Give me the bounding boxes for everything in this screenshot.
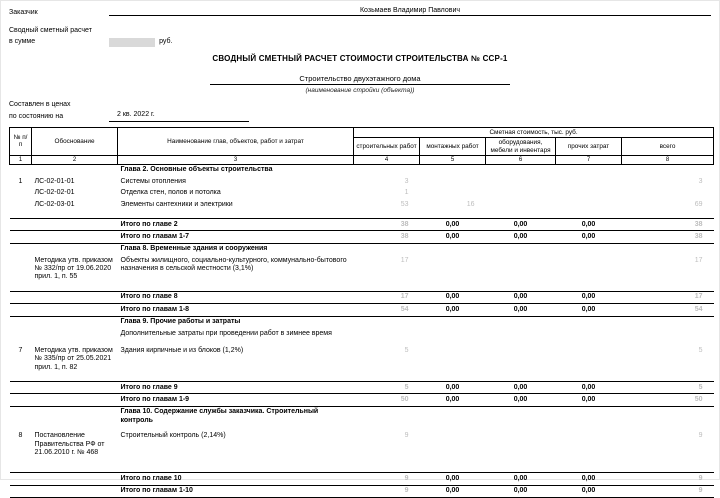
col-header-num: № п/п (10, 127, 32, 155)
value-equipment: 0,00 (486, 304, 556, 316)
row-basis (32, 382, 118, 394)
sum-currency-label: руб. (159, 38, 173, 46)
row-num (10, 473, 32, 485)
value-installation (420, 345, 486, 373)
row-num (10, 188, 32, 199)
row-num: 8 (18, 432, 23, 440)
project-name-line (9, 68, 711, 94)
col-number: 6 (486, 155, 556, 164)
value-construction: 38 (354, 231, 420, 243)
document-title: СВОДНЫЙ СМЕТНЫЙ РАСЧЕТ СТОИМОСТИ СТРОИТЕЛЬСТВА № ССР-1 (212, 54, 508, 64)
row-basis (32, 231, 118, 243)
item-row (10, 188, 714, 199)
sum-line (9, 37, 711, 47)
value-equipment: 0,00 (486, 219, 556, 231)
prices-block (9, 100, 711, 122)
value-construction: 9 (354, 473, 420, 485)
total-row (10, 485, 714, 497)
row-basis (32, 473, 118, 485)
value-equipment (486, 164, 556, 176)
value-total (622, 328, 714, 339)
spacer-cell (10, 374, 714, 382)
section-row (10, 316, 714, 328)
row-name: Глава 10. Содержание службы заказчика. Строительный контроль (120, 408, 319, 424)
value-construction: 53 (400, 200, 409, 208)
row-num (10, 243, 32, 255)
project-name-note: (наименование стройки (объекта)) (305, 87, 415, 95)
value-other (556, 316, 622, 328)
value-installation: 0,00 (420, 473, 486, 485)
col-group-cost: Сметная стоимость, тыс. руб. (354, 127, 714, 137)
value-construction (354, 164, 420, 176)
estimate-table-body (10, 164, 714, 497)
row-num (10, 328, 32, 339)
value-construction: 50 (354, 394, 420, 406)
value-installation (420, 431, 486, 459)
spacer-cell (10, 459, 714, 473)
total-row (10, 231, 714, 243)
row-num (10, 291, 32, 303)
value-total: 17 (694, 256, 703, 264)
value-other: 0,00 (556, 473, 622, 485)
row-basis (32, 394, 118, 406)
total-row (10, 382, 714, 394)
value-total: 38 (622, 219, 714, 231)
value-construction (354, 243, 420, 255)
value-other: 0,00 (556, 291, 622, 303)
value-installation: 0,00 (420, 382, 486, 394)
value-construction: 17 (400, 256, 409, 264)
value-construction (354, 316, 420, 328)
value-installation (420, 188, 486, 199)
value-other (556, 188, 622, 199)
value-construction: 5 (354, 382, 420, 394)
col-number: 8 (622, 155, 714, 164)
value-total: 3 (698, 177, 703, 185)
col-header-name: Наименование глав, объектов, работ и затрат (118, 127, 354, 155)
value-total: 38 (622, 231, 714, 243)
value-other (556, 406, 622, 426)
row-name: Глава 2. Основные объекты строительства (120, 166, 273, 174)
section-row (10, 406, 714, 426)
spacer-row (10, 211, 714, 219)
sum-amount-label: в сумме (9, 38, 36, 46)
row-num (10, 304, 32, 316)
value-other (556, 345, 622, 373)
row-num (10, 485, 32, 497)
row-name: Дополнительные затраты при проведении работ в зимнее время (120, 329, 332, 337)
value-equipment (486, 243, 556, 255)
value-total (622, 164, 714, 176)
prices-line (9, 110, 711, 122)
value-equipment: 0,00 (486, 473, 556, 485)
value-construction: 54 (354, 304, 420, 316)
total-row (10, 304, 714, 316)
total-row (10, 473, 714, 485)
value-installation: 0,00 (420, 231, 486, 243)
col-number: 2 (32, 155, 118, 164)
value-total: 5 (698, 346, 703, 354)
value-equipment (486, 316, 556, 328)
section-row (10, 164, 714, 176)
row-name: Элементы сантехники и электрики (120, 200, 233, 208)
customer-name: Козьмаев Владимир Павлович (109, 7, 711, 16)
value-total (622, 316, 714, 328)
row-name: Глава 9. Прочие работы и затраты (120, 318, 241, 326)
row-basis: Постановление Правительства РФ от 21.06.2010 г. № 468 (34, 432, 105, 456)
value-total: 9 (622, 485, 714, 497)
row-basis (32, 316, 118, 328)
value-installation (420, 243, 486, 255)
value-equipment (486, 328, 556, 339)
section-row (10, 243, 714, 255)
value-installation: 0,00 (420, 485, 486, 497)
value-other: 0,00 (556, 382, 622, 394)
row-basis (32, 406, 118, 426)
row-name: Здания кирпичные и из блоков (1,2%) (120, 346, 244, 354)
col-header-installation: монтажных работ (420, 138, 486, 156)
value-construction: 38 (354, 219, 420, 231)
value-installation (420, 255, 486, 283)
row-basis (32, 291, 118, 303)
row-num (10, 199, 32, 210)
row-num: 1 (18, 177, 23, 185)
value-installation: 16 (466, 200, 475, 208)
col-number: 4 (354, 155, 420, 164)
value-total (622, 406, 714, 426)
value-other: 0,00 (556, 485, 622, 497)
value-equipment (486, 199, 556, 210)
row-name: Итого по главе 9 (118, 382, 354, 394)
note-row (10, 328, 714, 339)
value-equipment (486, 255, 556, 283)
row-basis: ЛС-02-02-01 (34, 189, 75, 197)
value-total: 5 (622, 382, 714, 394)
value-equipment (486, 345, 556, 373)
value-construction: 9 (354, 485, 420, 497)
row-name: Отделка стен, полов и потолка (120, 189, 221, 197)
value-equipment: 0,00 (486, 485, 556, 497)
value-total: 50 (622, 394, 714, 406)
row-name: Итого по главам 1-9 (118, 394, 354, 406)
row-num (10, 316, 32, 328)
value-total: 69 (694, 200, 703, 208)
row-num (10, 255, 32, 283)
spacer-row (10, 283, 714, 291)
row-name: Итого по главе 2 (118, 219, 354, 231)
item-row (10, 255, 714, 283)
col-header-other: прочих затрат (556, 138, 622, 156)
row-name: Объекты жилищного, социально-культурного, коммунально-бытового назначения в сельской местности (3,1%) (120, 256, 347, 273)
value-construction (354, 328, 420, 339)
row-num (10, 164, 32, 176)
col-header-total: всего (622, 138, 714, 156)
total-row (10, 394, 714, 406)
row-num (10, 219, 32, 231)
value-equipment (486, 406, 556, 426)
row-name: Глава 8. Временные здания и сооружения (120, 245, 268, 253)
spacer-row (10, 374, 714, 382)
col-number: 7 (556, 155, 622, 164)
value-equipment (486, 431, 556, 459)
value-other (556, 199, 622, 210)
row-basis: ЛС-02-03-01 (34, 200, 75, 208)
value-total: 54 (622, 304, 714, 316)
value-installation (420, 164, 486, 176)
estimate-table (9, 127, 714, 498)
value-other (556, 243, 622, 255)
row-basis (32, 164, 118, 176)
value-equipment: 0,00 (486, 394, 556, 406)
col-number: 1 (10, 155, 32, 164)
value-total (622, 243, 714, 255)
total-row (10, 219, 714, 231)
row-name: Системы отопления (120, 177, 186, 185)
customer-line (9, 7, 711, 16)
item-row (10, 431, 714, 459)
col-number: 3 (118, 155, 354, 164)
value-construction (354, 406, 420, 426)
row-basis (32, 219, 118, 231)
prices-label-2: по состоянию на (9, 113, 64, 121)
row-basis: ЛС-02-01-01 (34, 177, 75, 185)
sum-hidden-value-box (109, 38, 155, 47)
value-installation (420, 406, 486, 426)
value-equipment (486, 188, 556, 199)
value-other: 0,00 (556, 219, 622, 231)
value-construction: 5 (404, 346, 409, 354)
value-equipment: 0,00 (486, 231, 556, 243)
summary-calc-label: Сводный сметный расчет (9, 27, 92, 34)
col-number: 5 (420, 155, 486, 164)
spacer-row (10, 459, 714, 473)
row-name: Итого по главам 1-10 (118, 485, 354, 497)
col-header-equipment: оборудования, мебели и инвентаря (486, 138, 556, 156)
spacer-cell (10, 211, 714, 219)
value-construction: 1 (404, 189, 409, 197)
item-row (10, 199, 714, 210)
value-installation: 0,00 (420, 291, 486, 303)
value-other (556, 328, 622, 339)
row-name: Итого по главе 8 (118, 291, 354, 303)
value-installation: 0,00 (420, 394, 486, 406)
row-basis: Методика утв. приказом № 332/пр от 19.06.2020 прил. 1, п. 55 (34, 256, 113, 281)
row-num (10, 394, 32, 406)
project-name: Строительство двухэтажного дома (210, 74, 510, 85)
value-installation: 0,00 (420, 219, 486, 231)
value-construction: 9 (404, 432, 409, 440)
value-total (622, 188, 714, 199)
value-other (556, 176, 622, 187)
spacer-cell (10, 283, 714, 291)
sum-block (9, 26, 711, 47)
customer-label: Заказчик (9, 9, 38, 16)
row-num (10, 406, 32, 426)
row-basis (32, 304, 118, 316)
row-basis: Методика утв. приказом № 335/пр от 25.05.2021 прил. 1, п. 82 (34, 346, 113, 371)
estimate-table-header (10, 127, 714, 164)
row-basis (32, 485, 118, 497)
prices-label-1: Составлен в ценах (9, 101, 71, 109)
value-installation (420, 316, 486, 328)
column-numbers-row (10, 155, 714, 164)
value-installation (420, 328, 486, 339)
col-header-basis: Обоснование (32, 127, 118, 155)
value-equipment (486, 176, 556, 187)
value-installation: 0,00 (420, 304, 486, 316)
total-row (10, 291, 714, 303)
value-installation (420, 176, 486, 187)
row-basis (32, 243, 118, 255)
value-equipment: 0,00 (486, 291, 556, 303)
row-basis (32, 328, 118, 339)
value-other (556, 164, 622, 176)
row-name: Итого по главам 1-8 (118, 304, 354, 316)
row-num: 7 (18, 346, 23, 354)
row-name: Итого по главе 10 (118, 473, 354, 485)
item-row (10, 345, 714, 373)
row-num (10, 382, 32, 394)
value-construction: 3 (404, 177, 409, 185)
value-equipment: 0,00 (486, 382, 556, 394)
value-other (556, 255, 622, 283)
col-header-construction: строительных работ (354, 138, 420, 156)
item-row (10, 176, 714, 187)
prices-date: 2 кв. 2022 г. (109, 110, 249, 122)
row-num (10, 231, 32, 243)
row-name: Строительный контроль (2,14%) (120, 432, 226, 440)
value-other (556, 431, 622, 459)
value-other: 0,00 (556, 394, 622, 406)
value-total: 17 (622, 291, 714, 303)
value-total: 9 (698, 432, 703, 440)
value-other: 0,00 (556, 231, 622, 243)
value-total: 9 (622, 473, 714, 485)
row-name: Итого по главам 1-7 (118, 231, 354, 243)
value-other: 0,00 (556, 304, 622, 316)
value-construction: 17 (354, 291, 420, 303)
